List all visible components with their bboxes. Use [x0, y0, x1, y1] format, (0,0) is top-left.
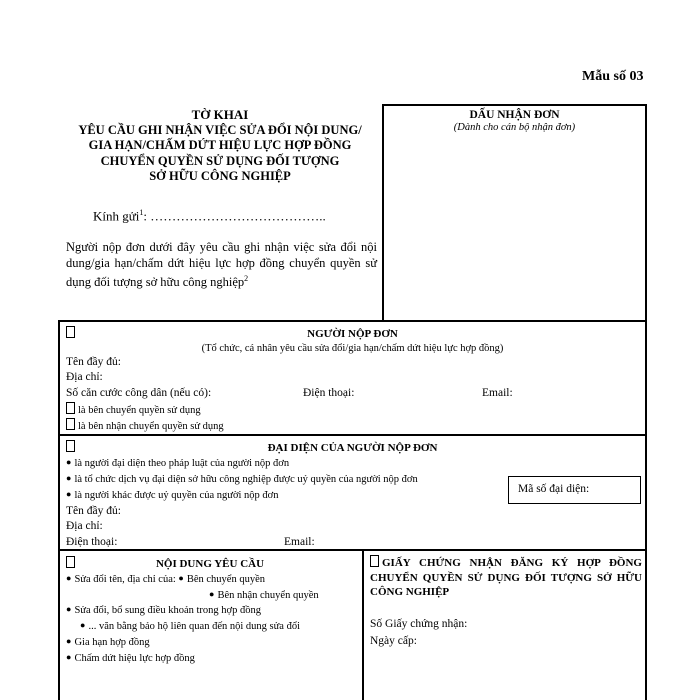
rep-full-name: Tên đầy đủ: [66, 505, 121, 517]
certificate-number: Số Giấy chứng nhận: [370, 618, 468, 630]
request-item-1b[interactable] [209, 589, 319, 601]
option-licensor[interactable] [66, 402, 201, 416]
addressee-footnote: 1 [139, 208, 144, 217]
frame-line-left [58, 320, 60, 700]
request-item-2[interactable] [66, 604, 261, 616]
rep-email: Email: [284, 536, 315, 548]
applicant-full-name: Tên đầy đủ: [66, 356, 121, 368]
applicant-subtitle: (Tổ chức, cá nhân yêu cầu sửa đổi/gia hạn/chấm dứt hiệu lực hợp đồng) [201, 343, 504, 354]
title-line-4: CHUYỂN QUYỀN SỬ DỤNG ĐỐI TƯỢNG [100, 153, 340, 168]
request-item-3-label: Gia hạn hợp đồng [74, 637, 150, 648]
rep-option-3[interactable] [66, 489, 278, 501]
representative-title: ĐẠI DIỆN CỦA NGƯỜI NỘP ĐƠN [267, 442, 438, 454]
applicant-phone: Điện thoại: [303, 387, 355, 399]
rep-option-2[interactable] [66, 473, 418, 485]
certificate-title [370, 555, 642, 600]
bullet-icon: ● [80, 620, 86, 630]
certificate-title-text: GIẤY CHỨNG NHẬN ĐĂNG KÝ HỢP ĐỒNG CHUYỂN QUYỀN SỬ DỤNG ĐỐI TƯỢNG SỞ HỮU CÔNG NGHIỆP [370, 557, 642, 598]
rep-address: Địa chỉ: [66, 520, 103, 532]
certificate-section-checkbox[interactable] [370, 555, 379, 567]
request-item-4-label: Chấm dứt hiệu lực hợp đồng [74, 653, 195, 664]
licensor-checkbox[interactable] [66, 402, 75, 414]
divider-representative [58, 434, 647, 436]
agent-code-box[interactable] [508, 476, 641, 504]
agent-code-label: Mã số đại diện: [518, 483, 590, 495]
bullet-icon: ● [66, 473, 72, 483]
stamp-subtitle: (Dành cho cán bộ nhận đơn) [453, 122, 576, 133]
addressee-line [93, 208, 326, 224]
rep-option-2-label: là tổ chức dịch vụ đại diện sở hữu công nghiệp được uỷ quyền của người nộp đơn [74, 474, 418, 485]
form-number: Mẫu số 03 [582, 69, 644, 84]
title-line-3: GIA HẠN/CHẤM DỨT HIỆU LỰC HỢP ĐỒNG [88, 138, 352, 152]
stamp-title: DẤU NHẬN ĐƠN [469, 109, 560, 121]
request-item-4[interactable] [66, 652, 195, 664]
frame-line-right [645, 104, 647, 700]
request-item-2a[interactable] [80, 620, 300, 632]
intro-paragraph [66, 240, 377, 291]
request-item-1[interactable] [66, 573, 265, 585]
rep-option-3-label: là người khác được uỷ quyền của người nộp đơn [74, 490, 279, 501]
bullet-icon: ● [209, 589, 215, 599]
title-line-1: TỜ KHAI [191, 107, 249, 122]
addressee-label: Kính gửi [93, 208, 140, 224]
rep-option-1-label: là người đại diện theo pháp luật của người nộp đơn [74, 458, 290, 469]
request-item-1-label: Sửa đổi tên, địa chỉ của: [74, 574, 176, 585]
form-title [60, 107, 380, 185]
bullet-icon: ● [66, 457, 72, 467]
divider-vertical-bottom [362, 549, 364, 700]
bullet-icon: ● [66, 636, 72, 646]
frame-line-top [58, 320, 647, 322]
request-item-2a-label: ... văn bằng bảo hộ liên quan đến nội dung sửa đổi [88, 621, 301, 632]
applicant-id-number: Số căn cước công dân (nếu có): [66, 387, 212, 399]
request-content-title: NỘI DUNG YÊU CẦU [155, 558, 265, 570]
option-licensor-label: là bên chuyển quyền sử dụng [78, 405, 201, 416]
intro-text: Người nộp đơn dưới đây yêu cầu ghi nhận việc sửa đổi nội dung/gia hạn/chấm dứt hiệu lực hợp đồng chuyển quyền sử dụng đối tượng sở hữu công nghiệp [66, 240, 377, 290]
request-item-1a-label: Bên chuyển quyền [186, 574, 265, 585]
intro-footnote: 2 [244, 274, 249, 283]
rep-option-1[interactable] [66, 457, 289, 469]
divider-content [58, 549, 647, 551]
bullet-icon: ● [178, 573, 184, 583]
title-line-5: SỞ HỮU CÔNG NGHIỆP [149, 169, 291, 183]
addressee-dots[interactable]: : ………………………………….. [143, 208, 326, 224]
certificate-issue-date: Ngày cấp: [370, 635, 417, 647]
request-item-2-label: Sửa đổi, bổ sung điều khoản trong hợp đồng [74, 605, 261, 616]
applicant-address: Địa chỉ: [66, 371, 103, 383]
bullet-icon: ● [66, 652, 72, 662]
stamp-box [382, 104, 647, 322]
bullet-icon: ● [66, 604, 72, 614]
bullet-icon: ● [66, 573, 72, 583]
option-licensee-label: là bên nhận chuyển quyền sử dụng [78, 421, 224, 432]
bullet-icon: ● [66, 489, 72, 499]
rep-phone: Điện thoại: [66, 536, 118, 548]
option-licensee[interactable] [66, 418, 224, 432]
request-item-3[interactable] [66, 636, 150, 648]
title-line-2: YÊU CẦU GHI NHẬN VIỆC SỬA ĐỔI NỘI DUNG/ [78, 122, 362, 137]
applicant-title: NGƯỜI NỘP ĐƠN [307, 328, 398, 340]
licensee-checkbox[interactable] [66, 418, 75, 430]
request-item-1b-label: Bên nhận chuyển quyền [217, 590, 319, 601]
applicant-email: Email: [482, 387, 513, 399]
